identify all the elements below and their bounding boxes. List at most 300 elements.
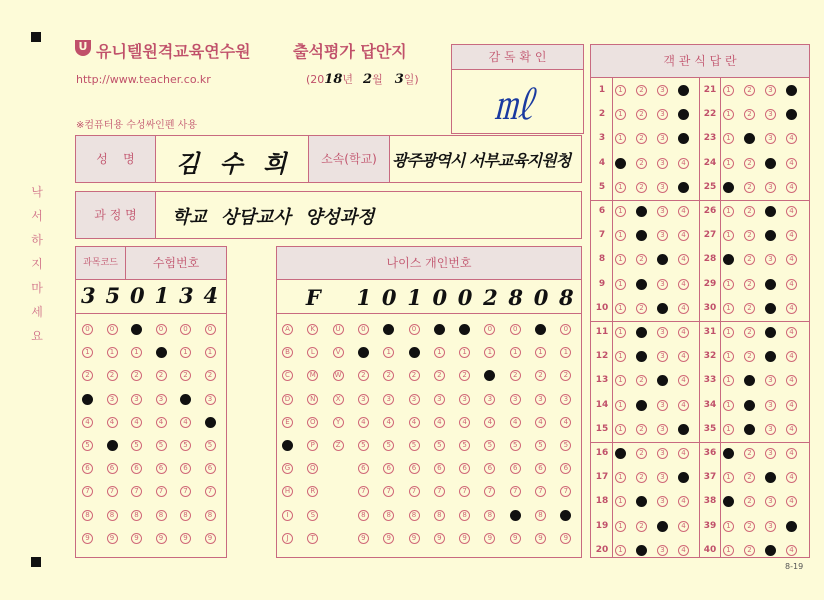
exam-bubble[interactable]: 5 xyxy=(180,440,191,451)
answer-bubble[interactable]: 4 xyxy=(678,400,689,411)
exam-bubble[interactable]: 3 xyxy=(205,394,216,405)
answer-bubble[interactable]: 1 xyxy=(615,279,626,290)
exam-bubble[interactable]: 9 xyxy=(107,533,118,544)
answer-bubble[interactable]: 2 xyxy=(636,182,647,193)
answer-bubble[interactable]: 4 xyxy=(786,448,797,459)
exam-bubble[interactable]: 2 xyxy=(107,370,118,381)
neis-digit-bubble[interactable]: 4 xyxy=(358,417,369,428)
exam-bubble[interactable]: 3 xyxy=(156,394,167,405)
answer-bubble[interactable]: 1 xyxy=(615,254,626,265)
neis-digit-bubble[interactable]: 2 xyxy=(358,370,369,381)
exam-bubble[interactable]: 1 xyxy=(131,347,142,358)
neis-digit-bubble[interactable]: 4 xyxy=(560,417,571,428)
exam-bubble[interactable]: 0 xyxy=(156,324,167,335)
neis-digit-bubble[interactable]: 3 xyxy=(560,394,571,405)
exam-bubble[interactable]: 8 xyxy=(131,510,142,521)
neis-letter-bubble[interactable]: J xyxy=(282,533,293,544)
answer-bubble[interactable]: 4 xyxy=(786,472,797,483)
answer-bubble[interactable]: 4 xyxy=(678,230,689,241)
neis-digit-bubble[interactable]: 6 xyxy=(560,463,571,474)
neis-digit-bubble[interactable]: 7 xyxy=(434,486,445,497)
neis-digit-bubble[interactable]: 8 xyxy=(459,510,470,521)
course-value[interactable]: 학교 상담교사 양성과정 xyxy=(172,207,375,228)
neis-digit-bubble[interactable]: 6 xyxy=(409,463,420,474)
answer-bubble[interactable]: 2 xyxy=(636,351,647,362)
answer-bubble[interactable]: 1 xyxy=(615,400,626,411)
neis-letter-bubble[interactable]: K xyxy=(307,324,318,335)
answer-bubble[interactable]: 3 xyxy=(765,279,776,290)
answer-bubble[interactable]: 3 xyxy=(657,279,668,290)
answer-bubble[interactable]: 3 xyxy=(765,182,776,193)
answer-bubble[interactable]: 1 xyxy=(723,496,734,507)
answer-bubble[interactable]: 2 xyxy=(744,230,755,241)
neis-letter-bubble[interactable]: P xyxy=(307,440,318,451)
answer-bubble[interactable]: 3 xyxy=(765,230,776,241)
neis-digit-bubble[interactable]: 1 xyxy=(409,347,420,358)
answer-bubble[interactable]: 3 xyxy=(657,230,668,241)
answer-bubble[interactable]: 3 xyxy=(765,496,776,507)
answer-bubble[interactable]: 4 xyxy=(786,230,797,241)
neis-digit-bubble[interactable]: 9 xyxy=(484,533,495,544)
answer-bubble[interactable]: 3 xyxy=(765,133,776,144)
exam-bubble[interactable]: 7 xyxy=(205,486,216,497)
answer-bubble[interactable]: 1 xyxy=(615,545,626,556)
answer-bubble[interactable]: 4 xyxy=(678,375,689,386)
answer-bubble[interactable]: 1 xyxy=(615,182,626,193)
answer-bubble[interactable]: 1 xyxy=(723,521,734,532)
answer-bubble[interactable]: 2 xyxy=(744,133,755,144)
neis-digit-bubble[interactable]: 8 xyxy=(510,510,521,521)
neis-letter-bubble[interactable]: L xyxy=(307,347,318,358)
neis-digit-bubble[interactable]: 2 xyxy=(383,370,394,381)
answer-bubble[interactable]: 4 xyxy=(678,327,689,338)
neis-digit-bubble[interactable]: 4 xyxy=(383,417,394,428)
exam-bubble[interactable]: 6 xyxy=(131,463,142,474)
answer-bubble[interactable]: 2 xyxy=(636,206,647,217)
neis-letter-bubble[interactable]: U xyxy=(333,324,344,335)
answer-bubble[interactable]: 3 xyxy=(765,327,776,338)
answer-bubble[interactable]: 1 xyxy=(723,182,734,193)
exam-bubble[interactable]: 6 xyxy=(82,463,93,474)
answer-bubble[interactable]: 2 xyxy=(636,545,647,556)
exam-bubble[interactable]: 2 xyxy=(180,370,191,381)
neis-digit-bubble[interactable]: 0 xyxy=(510,324,521,335)
exam-bubble[interactable]: 5 xyxy=(107,440,118,451)
neis-letter-bubble[interactable]: M xyxy=(307,370,318,381)
answer-bubble[interactable]: 2 xyxy=(744,521,755,532)
neis-digit-bubble[interactable]: 9 xyxy=(409,533,420,544)
answer-bubble[interactable]: 4 xyxy=(786,521,797,532)
exam-bubble[interactable]: 2 xyxy=(156,370,167,381)
exam-bubble[interactable]: 0 xyxy=(205,324,216,335)
neis-letter-bubble[interactable]: E xyxy=(282,417,293,428)
answer-bubble[interactable]: 2 xyxy=(744,496,755,507)
answer-bubble[interactable]: 4 xyxy=(678,133,689,144)
answer-bubble[interactable]: 1 xyxy=(615,424,626,435)
answer-bubble[interactable]: 3 xyxy=(657,472,668,483)
answer-bubble[interactable]: 3 xyxy=(657,182,668,193)
answer-bubble[interactable]: 2 xyxy=(744,448,755,459)
exam-bubble[interactable]: 2 xyxy=(82,370,93,381)
neis-digit-bubble[interactable]: 4 xyxy=(510,417,521,428)
answer-bubble[interactable]: 3 xyxy=(765,448,776,459)
neis-digit-bubble[interactable]: 3 xyxy=(434,394,445,405)
answer-bubble[interactable]: 3 xyxy=(765,545,776,556)
neis-letter-bubble[interactable]: A xyxy=(282,324,293,335)
answer-bubble[interactable]: 3 xyxy=(657,424,668,435)
neis-digit-bubble[interactable]: 7 xyxy=(358,486,369,497)
neis-digit-bubble[interactable]: 2 xyxy=(560,370,571,381)
neis-digit-bubble[interactable]: 0 xyxy=(535,324,546,335)
neis-letter-bubble[interactable]: D xyxy=(282,394,293,405)
neis-digit-bubble[interactable]: 1 xyxy=(535,347,546,358)
answer-bubble[interactable]: 1 xyxy=(615,448,626,459)
answer-bubble[interactable]: 2 xyxy=(744,303,755,314)
exam-bubble[interactable]: 1 xyxy=(205,347,216,358)
neis-digit-bubble[interactable]: 0 xyxy=(434,324,445,335)
neis-digit-bubble[interactable]: 2 xyxy=(434,370,445,381)
exam-bubble[interactable]: 4 xyxy=(180,417,191,428)
neis-digit-bubble[interactable]: 7 xyxy=(484,486,495,497)
neis-digit-bubble[interactable]: 8 xyxy=(535,510,546,521)
answer-bubble[interactable]: 1 xyxy=(723,424,734,435)
neis-digit-bubble[interactable]: 9 xyxy=(434,533,445,544)
neis-digit-bubble[interactable]: 3 xyxy=(358,394,369,405)
neis-digit-bubble[interactable]: 5 xyxy=(484,440,495,451)
neis-digit-bubble[interactable]: 7 xyxy=(383,486,394,497)
exam-bubble[interactable]: 9 xyxy=(131,533,142,544)
neis-digit-bubble[interactable]: 8 xyxy=(484,510,495,521)
neis-digit-bubble[interactable]: 1 xyxy=(383,347,394,358)
answer-bubble[interactable]: 1 xyxy=(723,206,734,217)
neis-digit-bubble[interactable]: 9 xyxy=(383,533,394,544)
answer-bubble[interactable]: 2 xyxy=(636,400,647,411)
answer-bubble[interactable]: 1 xyxy=(723,158,734,169)
neis-digit-bubble[interactable]: 2 xyxy=(535,370,546,381)
exam-bubble[interactable]: 2 xyxy=(205,370,216,381)
neis-digit-bubble[interactable]: 0 xyxy=(358,324,369,335)
exam-bubble[interactable]: 6 xyxy=(205,463,216,474)
answer-bubble[interactable]: 3 xyxy=(657,400,668,411)
exam-bubble[interactable]: 4 xyxy=(156,417,167,428)
answer-bubble[interactable]: 4 xyxy=(678,85,689,96)
answer-bubble[interactable]: 2 xyxy=(744,327,755,338)
neis-digit-bubble[interactable]: 9 xyxy=(510,533,521,544)
answer-bubble[interactable]: 1 xyxy=(723,303,734,314)
exam-bubble[interactable]: 6 xyxy=(156,463,167,474)
neis-digit-bubble[interactable]: 0 xyxy=(560,324,571,335)
answer-bubble[interactable]: 2 xyxy=(636,254,647,265)
neis-digit-bubble[interactable]: 6 xyxy=(358,463,369,474)
answer-bubble[interactable]: 4 xyxy=(678,279,689,290)
exam-bubble[interactable]: 0 xyxy=(107,324,118,335)
exam-bubble[interactable]: 0 xyxy=(82,324,93,335)
answer-bubble[interactable]: 1 xyxy=(723,254,734,265)
answer-bubble[interactable]: 3 xyxy=(765,85,776,96)
neis-digit-bubble[interactable]: 9 xyxy=(358,533,369,544)
answer-bubble[interactable]: 1 xyxy=(723,472,734,483)
answer-bubble[interactable]: 3 xyxy=(765,472,776,483)
answer-bubble[interactable]: 2 xyxy=(744,351,755,362)
exam-bubble[interactable]: 3 xyxy=(82,394,93,405)
exam-bubble[interactable]: 7 xyxy=(107,486,118,497)
answer-bubble[interactable]: 2 xyxy=(744,545,755,556)
neis-digit-bubble[interactable]: 6 xyxy=(510,463,521,474)
neis-digit-bubble[interactable]: 0 xyxy=(383,324,394,335)
exam-bubble[interactable]: 5 xyxy=(156,440,167,451)
neis-digit-bubble[interactable]: 5 xyxy=(510,440,521,451)
answer-bubble[interactable]: 4 xyxy=(786,158,797,169)
neis-digit-bubble[interactable]: 7 xyxy=(535,486,546,497)
answer-bubble[interactable]: 2 xyxy=(636,472,647,483)
answer-bubble[interactable]: 2 xyxy=(744,109,755,120)
answer-bubble[interactable]: 4 xyxy=(678,303,689,314)
answer-bubble[interactable]: 1 xyxy=(615,375,626,386)
answer-bubble[interactable]: 4 xyxy=(786,327,797,338)
answer-bubble[interactable]: 2 xyxy=(744,182,755,193)
answer-bubble[interactable]: 1 xyxy=(723,133,734,144)
answer-bubble[interactable]: 1 xyxy=(615,158,626,169)
exam-bubble[interactable]: 6 xyxy=(180,463,191,474)
answer-bubble[interactable]: 1 xyxy=(615,327,626,338)
answer-bubble[interactable]: 2 xyxy=(636,133,647,144)
exam-bubble[interactable]: 1 xyxy=(180,347,191,358)
answer-bubble[interactable]: 1 xyxy=(615,521,626,532)
answer-bubble[interactable]: 4 xyxy=(786,400,797,411)
neis-digit-bubble[interactable]: 5 xyxy=(459,440,470,451)
answer-bubble[interactable]: 4 xyxy=(786,182,797,193)
neis-digit-bubble[interactable]: 1 xyxy=(560,347,571,358)
neis-letter-bubble[interactable]: Z xyxy=(333,440,344,451)
answer-bubble[interactable]: 4 xyxy=(678,109,689,120)
neis-digit-bubble[interactable]: 6 xyxy=(434,463,445,474)
exam-bubble[interactable]: 8 xyxy=(82,510,93,521)
answer-bubble[interactable]: 1 xyxy=(615,133,626,144)
neis-digit-bubble[interactable]: 7 xyxy=(459,486,470,497)
exam-bubble[interactable]: 9 xyxy=(156,533,167,544)
neis-digit-bubble[interactable]: 3 xyxy=(535,394,546,405)
answer-bubble[interactable]: 3 xyxy=(657,303,668,314)
neis-letter-bubble[interactable]: R xyxy=(307,486,318,497)
neis-letter-bubble[interactable]: Y xyxy=(333,417,344,428)
exam-bubble[interactable]: 7 xyxy=(82,486,93,497)
neis-letter-bubble[interactable]: Q xyxy=(307,463,318,474)
answer-bubble[interactable]: 3 xyxy=(657,496,668,507)
answer-bubble[interactable]: 3 xyxy=(765,158,776,169)
exam-bubble[interactable]: 1 xyxy=(107,347,118,358)
answer-bubble[interactable]: 2 xyxy=(744,375,755,386)
answer-bubble[interactable]: 3 xyxy=(765,375,776,386)
answer-bubble[interactable]: 1 xyxy=(615,351,626,362)
answer-bubble[interactable]: 4 xyxy=(678,158,689,169)
answer-bubble[interactable]: 2 xyxy=(636,85,647,96)
answer-bubble[interactable]: 2 xyxy=(744,158,755,169)
exam-bubble[interactable]: 3 xyxy=(180,394,191,405)
answer-bubble[interactable]: 2 xyxy=(636,158,647,169)
answer-bubble[interactable]: 4 xyxy=(678,496,689,507)
exam-bubble[interactable]: 1 xyxy=(156,347,167,358)
answer-bubble[interactable]: 3 xyxy=(657,375,668,386)
exam-bubble[interactable]: 4 xyxy=(205,417,216,428)
neis-digit-bubble[interactable]: 2 xyxy=(484,370,495,381)
answer-bubble[interactable]: 1 xyxy=(723,230,734,241)
answer-bubble[interactable]: 3 xyxy=(657,254,668,265)
answer-bubble[interactable]: 4 xyxy=(678,351,689,362)
answer-bubble[interactable]: 1 xyxy=(723,85,734,96)
neis-digit-bubble[interactable]: 8 xyxy=(434,510,445,521)
answer-bubble[interactable]: 1 xyxy=(615,496,626,507)
neis-letter-bubble[interactable]: S xyxy=(307,510,318,521)
answer-bubble[interactable]: 4 xyxy=(786,545,797,556)
answer-bubble[interactable]: 3 xyxy=(765,521,776,532)
neis-digit-bubble[interactable]: 5 xyxy=(383,440,394,451)
neis-digit-bubble[interactable]: 8 xyxy=(358,510,369,521)
exam-bubble[interactable]: 8 xyxy=(180,510,191,521)
neis-letter-bubble[interactable]: V xyxy=(333,347,344,358)
neis-digit-bubble[interactable]: 3 xyxy=(459,394,470,405)
neis-digit-bubble[interactable]: 4 xyxy=(434,417,445,428)
neis-digit-bubble[interactable]: 5 xyxy=(358,440,369,451)
answer-bubble[interactable]: 4 xyxy=(786,254,797,265)
answer-bubble[interactable]: 4 xyxy=(786,85,797,96)
neis-digit-bubble[interactable]: 9 xyxy=(459,533,470,544)
answer-bubble[interactable]: 4 xyxy=(786,375,797,386)
exam-bubble[interactable]: 0 xyxy=(180,324,191,335)
answer-bubble[interactable]: 4 xyxy=(786,303,797,314)
name-value[interactable]: 김 수 희 xyxy=(176,149,293,178)
answer-bubble[interactable]: 4 xyxy=(786,424,797,435)
answer-bubble[interactable]: 3 xyxy=(657,521,668,532)
neis-digit-bubble[interactable]: 4 xyxy=(459,417,470,428)
answer-bubble[interactable]: 1 xyxy=(723,375,734,386)
answer-bubble[interactable]: 3 xyxy=(765,400,776,411)
answer-bubble[interactable]: 4 xyxy=(786,279,797,290)
neis-digit-bubble[interactable]: 8 xyxy=(409,510,420,521)
neis-digit-bubble[interactable]: 6 xyxy=(484,463,495,474)
exam-bubble[interactable]: 9 xyxy=(205,533,216,544)
neis-digit-bubble[interactable]: 3 xyxy=(484,394,495,405)
neis-digit-bubble[interactable]: 6 xyxy=(383,463,394,474)
answer-bubble[interactable]: 3 xyxy=(765,424,776,435)
neis-letter-bubble[interactable]: N xyxy=(307,394,318,405)
answer-bubble[interactable]: 2 xyxy=(636,230,647,241)
answer-bubble[interactable]: 1 xyxy=(615,230,626,241)
answer-bubble[interactable]: 3 xyxy=(657,158,668,169)
exam-bubble[interactable]: 4 xyxy=(82,417,93,428)
neis-letter-bubble[interactable]: C xyxy=(282,370,293,381)
neis-letter-bubble[interactable]: B xyxy=(282,347,293,358)
neis-digit-bubble[interactable]: 7 xyxy=(560,486,571,497)
answer-bubble[interactable]: 2 xyxy=(636,303,647,314)
answer-bubble[interactable]: 1 xyxy=(723,327,734,338)
affil-value[interactable]: 광주광역시 서부교육지원청 xyxy=(392,151,571,170)
exam-bubble[interactable]: 9 xyxy=(180,533,191,544)
neis-digit-bubble[interactable]: 7 xyxy=(510,486,521,497)
neis-digit-bubble[interactable]: 2 xyxy=(510,370,521,381)
neis-letter-bubble[interactable]: H xyxy=(282,486,293,497)
answer-bubble[interactable]: 2 xyxy=(636,109,647,120)
exam-bubble[interactable]: 2 xyxy=(131,370,142,381)
answer-bubble[interactable]: 3 xyxy=(657,85,668,96)
answer-bubble[interactable]: 2 xyxy=(636,424,647,435)
answer-bubble[interactable]: 4 xyxy=(678,254,689,265)
neis-digit-bubble[interactable]: 7 xyxy=(409,486,420,497)
answer-bubble[interactable]: 2 xyxy=(636,327,647,338)
neis-digit-bubble[interactable]: 5 xyxy=(560,440,571,451)
neis-digit-bubble[interactable]: 4 xyxy=(484,417,495,428)
answer-bubble[interactable]: 1 xyxy=(723,400,734,411)
answer-bubble[interactable]: 4 xyxy=(678,448,689,459)
neis-digit-bubble[interactable]: 3 xyxy=(383,394,394,405)
neis-digit-bubble[interactable]: 3 xyxy=(510,394,521,405)
answer-bubble[interactable]: 4 xyxy=(786,206,797,217)
answer-bubble[interactable]: 4 xyxy=(678,206,689,217)
answer-bubble[interactable]: 4 xyxy=(678,424,689,435)
exam-bubble[interactable]: 8 xyxy=(156,510,167,521)
neis-digit-bubble[interactable]: 5 xyxy=(434,440,445,451)
answer-bubble[interactable]: 3 xyxy=(765,351,776,362)
answer-bubble[interactable]: 4 xyxy=(678,521,689,532)
exam-bubble[interactable]: 9 xyxy=(82,533,93,544)
answer-bubble[interactable]: 4 xyxy=(786,496,797,507)
answer-bubble[interactable]: 2 xyxy=(636,279,647,290)
answer-bubble[interactable]: 1 xyxy=(723,351,734,362)
exam-bubble[interactable]: 3 xyxy=(131,394,142,405)
neis-digit-bubble[interactable]: 0 xyxy=(409,324,420,335)
answer-bubble[interactable]: 1 xyxy=(615,206,626,217)
answer-bubble[interactable]: 3 xyxy=(657,545,668,556)
answer-bubble[interactable]: 4 xyxy=(786,351,797,362)
answer-bubble[interactable]: 3 xyxy=(657,206,668,217)
neis-digit-bubble[interactable]: 1 xyxy=(358,347,369,358)
answer-bubble[interactable]: 3 xyxy=(657,133,668,144)
answer-bubble[interactable]: 4 xyxy=(678,545,689,556)
answer-bubble[interactable]: 1 xyxy=(723,545,734,556)
answer-bubble[interactable]: 3 xyxy=(765,206,776,217)
answer-bubble[interactable]: 1 xyxy=(615,109,626,120)
answer-bubble[interactable]: 2 xyxy=(744,279,755,290)
neis-letter-bubble[interactable]: G xyxy=(282,463,293,474)
answer-bubble[interactable]: 4 xyxy=(786,109,797,120)
neis-digit-bubble[interactable]: 4 xyxy=(535,417,546,428)
neis-digit-bubble[interactable]: 9 xyxy=(560,533,571,544)
neis-letter-bubble[interactable]: I xyxy=(282,510,293,521)
neis-digit-bubble[interactable]: 6 xyxy=(535,463,546,474)
neis-digit-bubble[interactable]: 2 xyxy=(459,370,470,381)
answer-bubble[interactable]: 1 xyxy=(723,448,734,459)
neis-digit-bubble[interactable]: 1 xyxy=(510,347,521,358)
neis-letter-bubble[interactable]: O xyxy=(307,417,318,428)
answer-bubble[interactable]: 3 xyxy=(765,303,776,314)
answer-bubble[interactable]: 3 xyxy=(765,109,776,120)
answer-bubble[interactable]: 1 xyxy=(615,303,626,314)
neis-digit-bubble[interactable]: 1 xyxy=(459,347,470,358)
answer-bubble[interactable]: 1 xyxy=(723,279,734,290)
answer-bubble[interactable]: 4 xyxy=(786,133,797,144)
neis-letter-bubble[interactable]: F xyxy=(282,440,293,451)
neis-letter-bubble[interactable]: T xyxy=(307,533,318,544)
neis-digit-bubble[interactable]: 8 xyxy=(383,510,394,521)
neis-digit-bubble[interactable]: 5 xyxy=(535,440,546,451)
exam-bubble[interactable]: 7 xyxy=(156,486,167,497)
exam-bubble[interactable]: 0 xyxy=(131,324,142,335)
exam-bubble[interactable]: 8 xyxy=(107,510,118,521)
answer-bubble[interactable]: 3 xyxy=(657,327,668,338)
answer-bubble[interactable]: 1 xyxy=(615,472,626,483)
neis-digit-bubble[interactable]: 0 xyxy=(484,324,495,335)
exam-bubble[interactable]: 5 xyxy=(205,440,216,451)
neis-digit-bubble[interactable]: 0 xyxy=(459,324,470,335)
